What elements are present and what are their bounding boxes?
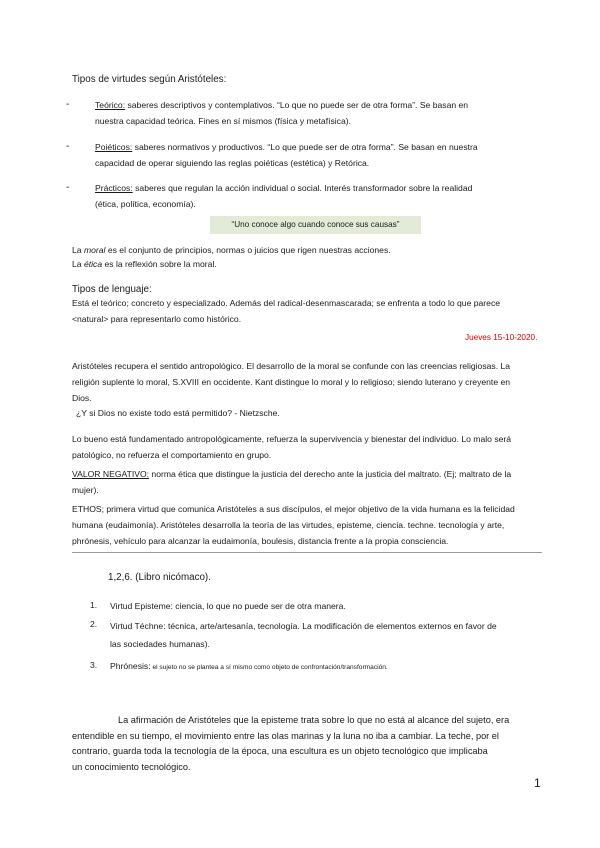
bullet-dash: - [66, 141, 70, 152]
term-valor-negativo: VALOR NEGATIVO: [72, 469, 150, 479]
divider [72, 552, 542, 553]
bullet-dash: - [66, 99, 70, 110]
virtud-teorico: Teórico: saberes descriptivos y contemplativos. “Lo que no puede ser de otra forma”. Se basan en nuestra capacidad teórica. Fines en sí mismos (física y metafísica). [95, 100, 469, 126]
list-item-techne: Virtud Téchne: técnica, arte/artesanía, tecnología. La modificación de elementos externos en favor de las sociedades humanas). [110, 621, 497, 649]
heading-virtudes: Tipos de virtudes según Aristóteles: [72, 74, 227, 85]
moral-definition: La moral es el conjunto de principios, normas o juicios que rigen nuestras acciones. [72, 245, 391, 255]
virtud-poieticos: Poiéticos: saberes normativos y productivos. “Lo que puede ser de otra forma”. Se basan en nuestra capacidad de operar siguiendo las reglas poiéticas (estética) y Retórica. [95, 142, 478, 168]
list-item-phronesis: Phrónesis: el sujeto no se plantea a sí mismo como objeto de confrontación/transformación. [110, 661, 388, 671]
term-teorico: Teórico: [95, 100, 126, 110]
term-poieticos: Poiéticos: [95, 142, 133, 152]
page-number: 1 [534, 776, 541, 790]
term-phronesis: Phrónesis: [110, 661, 151, 671]
heading-libro-nicomaco: 1,2,6. (Libro nicómaco). [108, 572, 211, 583]
etica-definition: La ética es la reflexión sobre la moral. [72, 259, 217, 269]
list-number: 2. [90, 619, 98, 629]
term-practicos: Prácticos: [95, 183, 133, 193]
list-number: 1. [90, 600, 98, 610]
date-label: Jueves 15-10-2020. [465, 333, 538, 342]
ethos-paragraph: ETHOS; primera virtud que comunica Aristóteles a sus discípulos, el mejor objetivo de la vida humana es la felicidad humana (eudaimonía). Aristóteles desarrolla la teoría de las virtudes, episteme, ciencia. techne. tecnología y arte, phrónesis, vehículo para alcanzar la eudaimonía, boulesis, distancia frente a la propia consciencia. [72, 504, 515, 546]
highlighted-quote: “Uno conoce algo cuando conoce sus causas” [210, 216, 421, 234]
final-paragraph: La afirmación de Aristóteles que la episteme trata sobre lo que no está al alcance del sujeto, era entendible en su tiempo, el movimiento entre las olas marinas y la luna no iba a cambiar. La teche, por el contrario, guarda toda la tecnología de la época, una escultura es un objeto tecnológico que implicaba un conocimiento tecnológico. [72, 715, 510, 772]
bueno-paragraph: Lo bueno está fundamentado antropológicamente, refuerza la supervivencia y bienestar del individuo. Lo malo será patológico, no refuerza el comportamiento en grupo. [72, 434, 512, 460]
bullet-dash: - [66, 182, 70, 193]
lenguaje-paragraph: Está el teórico; concreto y especializado. Además del radical-desenmascarada; se enfrenta a todo lo que parece <natural> para representarlo como histórico. [72, 298, 501, 324]
nietzsche-quote: ¿Y si Dios no existe todo está permitido? - Nietzsche. [76, 408, 280, 418]
list-item-episteme: Virtud Episteme: ciencia, lo que no puede ser de otra manera. [110, 601, 346, 611]
aristoteles-paragraph: Aristóteles recupera el sentido antropológico. El desarrollo de la moral se confunde con las creencias religiosas. La religión suplente lo moral, S.XVIII en occidente. Kant distingue lo moral y lo religioso; siendo luterano y creyente en Dios. [72, 361, 511, 403]
virtud-practicos: Prácticos: saberes que regulan la acción individual o social. Interés transformador sobre la realidad (ética, política, economía). [95, 183, 473, 209]
heading-lenguaje: Tipos de lenguaje: [72, 284, 152, 295]
list-number: 3. [90, 660, 98, 670]
valor-negativo-paragraph: VALOR NEGATIVO: norma ética que distingue la justicia del derecho ante la justicia del maltrato. (Ej; maltrato de la mujer). [72, 469, 512, 495]
